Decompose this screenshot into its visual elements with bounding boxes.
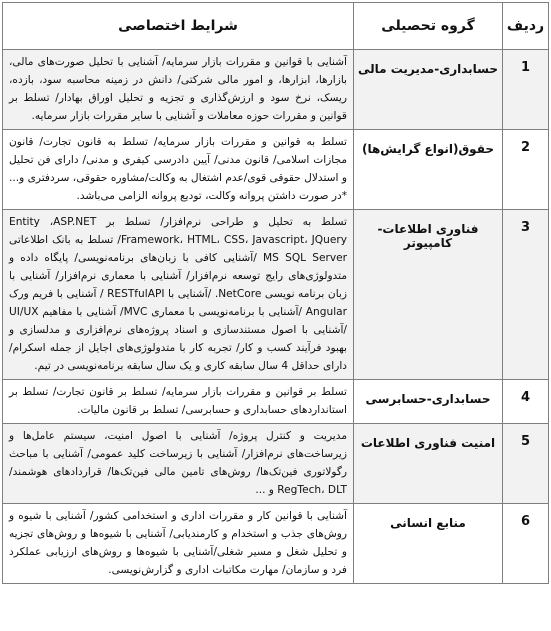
row-group: امنیت فناوری اطلاعات — [354, 424, 503, 504]
header-number: ردیف — [503, 3, 549, 50]
row-conditions: تسلط بر قوانین و مقررات بازار سرمایه/ تسلط بر قانون تجارت/ تسلط بر استانداردهای حسابداری و حسابرسی/ تسلط بر قانون مالیات. — [3, 380, 354, 424]
table-row — [3, 504, 549, 584]
row-group: فناوری اطلاعات-کامپیوتر — [354, 210, 503, 380]
row-group: منابع انسانی — [354, 504, 503, 584]
table-row — [3, 210, 549, 380]
row-number: 3 — [503, 210, 549, 380]
row-number: 1 — [503, 50, 549, 130]
table-row — [3, 130, 549, 210]
table-body — [3, 50, 549, 584]
row-conditions: تسلط به قوانین و مقررات بازار سرمایه/ تسلط به قانون تجارت/ قانون مجازات اسلامی/ قانون مدنی/ آیین دادرسی کیفری و مدنی/ دارای فن تحلیل و استدلال حقوقی قوی/عدم اشتغال به وکالت/مشاوره حقوقی، سردفتری و... *در صورت داشتن پروانه وکالت، تودیع پروانه الزامی می‌باشد. — [3, 130, 354, 210]
requirements-table — [2, 2, 549, 584]
table-row — [3, 380, 549, 424]
header-row — [3, 3, 549, 50]
row-number: 4 — [503, 380, 549, 424]
table-row — [3, 424, 549, 504]
table-row — [3, 50, 549, 130]
row-conditions: تسلط به تحلیل و طراحی نرم‌افزار/ تسلط بر Entity ،ASP.NET Framework، HTML، CSS، Javascript، JQuery/ تسلط به بانک اطلاعاتی MS SQL Server /آشنایی کافی با زبان‌های برنامه‌نویسی/ پایگاه داده و متدولوژی‌های رایج توسعه نرم‌افزار/ آشنایی با معماری نرم‌افزار/ آشنایی با زبان برنامه نویسی NetCore. /آشنایی با RESTfulAPI / آشنایی با فریم ورک Angular /آشنایی با برنامه‌نویسی با معماری MVC/ آشنایی با مفاهیم UI/UX /آشنایی با اصول مستندسازی و اسناد پروژه‌های نرم‌افزاری و مدلسازی و بهبود فرآیند کسب و کار/ تجربه کار با متدولوژی‌های اجایل از جمله اسکرام/ دارای حداقل 4 سال سابقه کاری و یک سال سابقه برنامه‌نویسی در تیم. — [3, 210, 354, 380]
row-number: 2 — [503, 130, 549, 210]
row-number: 5 — [503, 424, 549, 504]
row-conditions: آشنایی با قوانین و مقررات بازار سرمایه/ آشنایی با تحلیل صورت‌های مالی، بازارها، ابزارها، و امور مالی شرکتی/ دانش در زمینه محاسبه سود، بازده، ریسک، نرخ سود و ارزش‌گذاری و تجزیه و تحلیل اوراق بهادار/ تسلط بر قوانین و مقررات حوزه معاملات و آشنایی با سایر مقررات بازار سرمایه. — [3, 50, 354, 130]
table-header — [3, 3, 549, 50]
header-conditions: شرایط اختصاصی — [3, 3, 354, 50]
row-conditions: مدیریت و کنترل پروژه/ آشنایی با اصول امنیت، سیستم عامل‌ها و زیرساخت‌های نرم‌افزار/ آشنایی با زیرساخت کلید عمومی/ آشنایی با مباحث رگولاتوری فین‌تک‌ها/ روش‌های تامین مالی فین‌تک‌ها/ قراردادهای هوشمند/ RegTech، DLT و ... — [3, 424, 354, 504]
header-group: گروه تحصیلی — [354, 3, 503, 50]
row-conditions: آشنایی با قوانین کار و مقررات اداری و استخدامی کشور/ آشنایی با شیوه و روش‌های جذب و استخدام و کارمندیابی/ آشنایی با شیوه‌ها و روش‌های تجزیه و تحلیل شغل و مسیر شغلی/آشنایی با شیوه‌ها و روش‌های ارزیابی عملکرد فرد و سازمان/ مهارت مکاتبات اداری و گزارش‌نویسی. — [3, 504, 354, 584]
row-number: 6 — [503, 504, 549, 584]
row-group: حسابداری-مدیریت مالی — [354, 50, 503, 130]
row-group: حقوق(انواع گرایش‌ها) — [354, 130, 503, 210]
row-group: حسابداری-حسابرسی — [354, 380, 503, 424]
requirements-table-container — [2, 2, 548, 584]
